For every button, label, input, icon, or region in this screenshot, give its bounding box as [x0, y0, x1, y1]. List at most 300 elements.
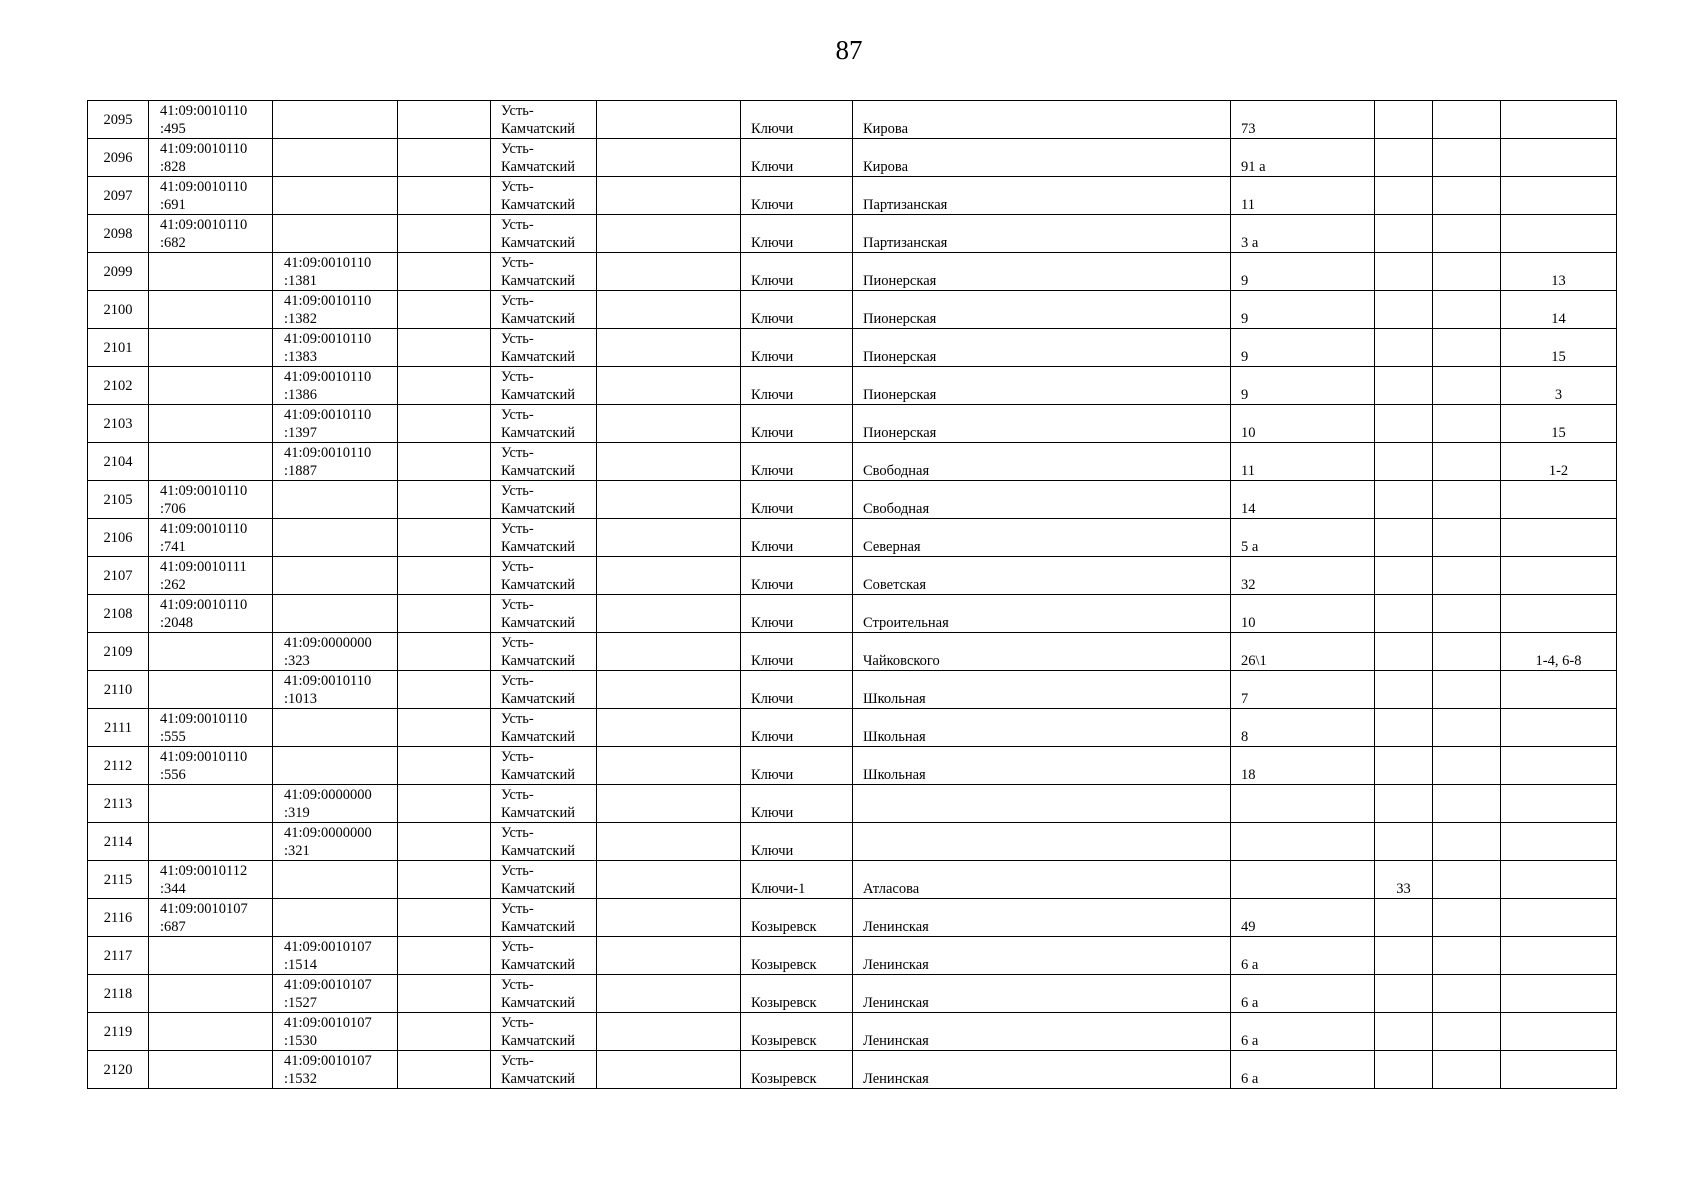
district-line1: Усть- — [501, 521, 534, 537]
locality-cell: Козыревск — [741, 1013, 853, 1051]
apartment-number-cell — [1501, 139, 1617, 177]
empty-cell — [597, 101, 741, 139]
house-number-cell: 18 — [1231, 747, 1375, 785]
empty-cell — [597, 823, 741, 861]
empty-cell — [1433, 937, 1501, 975]
locality-cell: Ключи — [741, 329, 853, 367]
building-number-cell — [1375, 937, 1433, 975]
building-number-cell — [1375, 899, 1433, 937]
table-row — [88, 747, 1617, 785]
premises-cadastral-number-cell — [273, 671, 398, 709]
premises-cadastral-number-cell — [273, 519, 398, 557]
house-number-cell: 6 а — [1231, 1013, 1375, 1051]
district-line2: Камчатский — [501, 767, 575, 783]
premises-cadastral-number-part2: :319 — [284, 805, 310, 821]
cadastral-number-part2: :691 — [160, 197, 186, 213]
apartment-number-cell: 14 — [1501, 291, 1617, 329]
district-line1: Усть- — [501, 749, 534, 765]
row-number: 2099 — [88, 253, 149, 291]
district-cell — [491, 633, 597, 671]
empty-cell — [597, 671, 741, 709]
district-cell — [491, 709, 597, 747]
apartment-number-cell — [1501, 1013, 1617, 1051]
cadastral-number-part2: :556 — [160, 767, 186, 783]
empty-cell — [398, 861, 491, 899]
street-cell: Свободная — [853, 443, 1231, 481]
street-cell: Ленинская — [853, 1013, 1231, 1051]
cadastral-number-part2: :828 — [160, 159, 186, 175]
table-row — [88, 595, 1617, 633]
empty-cell — [398, 367, 491, 405]
building-number-cell — [1375, 443, 1433, 481]
house-number-cell: 9 — [1231, 367, 1375, 405]
row-number: 2119 — [88, 1013, 149, 1051]
empty-cell — [1433, 1013, 1501, 1051]
premises-cadastral-number-cell — [273, 291, 398, 329]
empty-cell — [398, 329, 491, 367]
district-line2: Камчатский — [501, 843, 575, 859]
cadastral-number-part2: :682 — [160, 235, 186, 251]
district-line1: Усть- — [501, 293, 534, 309]
house-number-cell: 6 а — [1231, 937, 1375, 975]
district-line1: Усть- — [501, 483, 534, 499]
empty-cell — [398, 937, 491, 975]
table-row — [88, 861, 1617, 899]
district-cell — [491, 1013, 597, 1051]
apartment-number-cell: 15 — [1501, 329, 1617, 367]
house-number-cell: 3 а — [1231, 215, 1375, 253]
district-cell — [491, 1051, 597, 1089]
premises-cadastral-number-cell — [273, 899, 398, 937]
locality-cell: Ключи — [741, 253, 853, 291]
street-cell: Пионерская — [853, 367, 1231, 405]
premises-cadastral-number-part1: 41:09:0010107 — [284, 939, 372, 955]
premises-cadastral-number-cell — [273, 823, 398, 861]
row-number: 2112 — [88, 747, 149, 785]
district-line2: Камчатский — [501, 463, 575, 479]
street-cell: Северная — [853, 519, 1231, 557]
empty-cell — [597, 899, 741, 937]
house-number-cell: 8 — [1231, 709, 1375, 747]
table-row — [88, 1013, 1617, 1051]
cadastral-number-cell — [149, 633, 273, 671]
cadastral-number-part1: 41:09:0010110 — [160, 483, 248, 499]
empty-cell — [398, 747, 491, 785]
row-number: 2115 — [88, 861, 149, 899]
cadastral-number-cell — [149, 215, 273, 253]
cadastral-number-part1: 41:09:0010110 — [160, 103, 248, 119]
empty-cell — [597, 139, 741, 177]
district-line1: Усть- — [501, 597, 534, 613]
district-cell — [491, 595, 597, 633]
district-line2: Камчатский — [501, 1033, 575, 1049]
district-line2: Камчатский — [501, 273, 575, 289]
locality-cell: Козыревск — [741, 937, 853, 975]
premises-cadastral-number-part2: :1527 — [284, 995, 318, 1011]
empty-cell — [597, 291, 741, 329]
district-cell — [491, 253, 597, 291]
apartment-number-cell — [1501, 937, 1617, 975]
district-line1: Усть- — [501, 103, 534, 119]
street-cell: Партизанская — [853, 177, 1231, 215]
apartment-number-cell — [1501, 823, 1617, 861]
street-cell: Ленинская — [853, 937, 1231, 975]
building-number-cell — [1375, 747, 1433, 785]
district-line2: Камчатский — [501, 539, 575, 555]
street-cell: Советская — [853, 557, 1231, 595]
empty-cell — [1433, 785, 1501, 823]
district-line2: Камчатский — [501, 653, 575, 669]
premises-cadastral-number-part1: 41:09:0010110 — [284, 445, 372, 461]
row-number: 2110 — [88, 671, 149, 709]
empty-cell — [1433, 481, 1501, 519]
apartment-number-cell — [1501, 481, 1617, 519]
district-line2: Камчатский — [501, 387, 575, 403]
table-row — [88, 557, 1617, 595]
cadastral-number-cell — [149, 823, 273, 861]
cadastral-number-cell — [149, 747, 273, 785]
premises-cadastral-number-part2: :1530 — [284, 1033, 318, 1049]
premises-cadastral-number-cell — [273, 443, 398, 481]
district-line1: Усть- — [501, 825, 534, 841]
locality-cell: Ключи-1 — [741, 861, 853, 899]
empty-cell — [398, 823, 491, 861]
cadastral-number-part2: :706 — [160, 501, 186, 517]
empty-cell — [398, 1013, 491, 1051]
cadastral-number-cell — [149, 671, 273, 709]
street-cell: Свободная — [853, 481, 1231, 519]
empty-cell — [398, 253, 491, 291]
district-cell — [491, 177, 597, 215]
apartment-number-cell — [1501, 101, 1617, 139]
district-cell — [491, 139, 597, 177]
table-row — [88, 785, 1617, 823]
locality-cell: Ключи — [741, 557, 853, 595]
empty-cell — [1433, 861, 1501, 899]
empty-cell — [398, 101, 491, 139]
apartment-number-cell — [1501, 899, 1617, 937]
cadastral-number-cell — [149, 177, 273, 215]
premises-cadastral-number-part2: :1514 — [284, 957, 318, 973]
premises-cadastral-number-cell — [273, 861, 398, 899]
empty-cell — [597, 1051, 741, 1089]
house-number-cell: 9 — [1231, 253, 1375, 291]
house-number-cell: 73 — [1231, 101, 1375, 139]
premises-cadastral-number-cell — [273, 785, 398, 823]
table-row — [88, 671, 1617, 709]
cadastral-number-cell — [149, 595, 273, 633]
premises-cadastral-number-part2: :1382 — [284, 311, 318, 327]
empty-cell — [398, 633, 491, 671]
premises-cadastral-number-part2: :321 — [284, 843, 310, 859]
district-line2: Камчатский — [501, 957, 575, 973]
district-cell — [491, 329, 597, 367]
house-number-cell: 10 — [1231, 405, 1375, 443]
cadastral-number-part1: 41:09:0010107 — [160, 901, 248, 917]
empty-cell — [398, 975, 491, 1013]
empty-cell — [1433, 215, 1501, 253]
premises-cadastral-number-cell — [273, 633, 398, 671]
locality-cell: Ключи — [741, 177, 853, 215]
empty-cell — [597, 709, 741, 747]
empty-cell — [1433, 139, 1501, 177]
table-row — [88, 177, 1617, 215]
apartment-number-cell: 13 — [1501, 253, 1617, 291]
street-cell: Школьная — [853, 709, 1231, 747]
premises-cadastral-number-part1: 41:09:0010110 — [284, 407, 372, 423]
district-line2: Камчатский — [501, 805, 575, 821]
cadastral-number-part2: :555 — [160, 729, 186, 745]
empty-cell — [398, 139, 491, 177]
row-number: 2100 — [88, 291, 149, 329]
apartment-number-cell — [1501, 595, 1617, 633]
house-number-cell: 7 — [1231, 671, 1375, 709]
empty-cell — [1433, 519, 1501, 557]
cadastral-number-cell — [149, 937, 273, 975]
empty-cell — [1433, 101, 1501, 139]
locality-cell: Ключи — [741, 709, 853, 747]
empty-cell — [1433, 709, 1501, 747]
district-line1: Усть- — [501, 331, 534, 347]
premises-cadastral-number-part1: 41:09:0000000 — [284, 825, 372, 841]
house-number-cell — [1231, 861, 1375, 899]
street-cell — [853, 785, 1231, 823]
district-line1: Усть- — [501, 1053, 534, 1069]
premises-cadastral-number-part2: :1013 — [284, 691, 318, 707]
cadastral-number-cell — [149, 405, 273, 443]
row-number: 2097 — [88, 177, 149, 215]
row-number: 2096 — [88, 139, 149, 177]
cadastral-number-part2: :2048 — [160, 615, 194, 631]
locality-cell: Ключи — [741, 367, 853, 405]
district-cell — [491, 367, 597, 405]
locality-cell: Ключи — [741, 595, 853, 633]
house-number-cell: 11 — [1231, 443, 1375, 481]
district-line1: Усть- — [501, 635, 534, 651]
house-number-cell — [1231, 823, 1375, 861]
row-number: 2114 — [88, 823, 149, 861]
district-line1: Усть- — [501, 1015, 534, 1031]
apartment-number-cell — [1501, 709, 1617, 747]
street-cell: Строительная — [853, 595, 1231, 633]
empty-cell — [597, 329, 741, 367]
district-cell — [491, 101, 597, 139]
empty-cell — [597, 937, 741, 975]
street-cell: Пионерская — [853, 405, 1231, 443]
locality-cell: Ключи — [741, 443, 853, 481]
district-line1: Усть- — [501, 179, 534, 195]
street-cell: Атласова — [853, 861, 1231, 899]
page-number: 87 — [835, 35, 863, 65]
premises-cadastral-number-part1: 41:09:0010110 — [284, 369, 372, 385]
table-body — [88, 101, 1617, 1089]
building-number-cell — [1375, 405, 1433, 443]
table-row — [88, 899, 1617, 937]
building-number-cell — [1375, 1051, 1433, 1089]
apartment-number-cell: 1-4, 6-8 — [1501, 633, 1617, 671]
table-row — [88, 443, 1617, 481]
empty-cell — [597, 595, 741, 633]
premises-cadastral-number-part2: :1397 — [284, 425, 318, 441]
district-cell — [491, 405, 597, 443]
empty-cell — [398, 405, 491, 443]
house-number-cell: 26\1 — [1231, 633, 1375, 671]
empty-cell — [597, 861, 741, 899]
premises-cadastral-number-part2: :1383 — [284, 349, 318, 365]
cadastral-number-part1: 41:09:0010110 — [160, 597, 248, 613]
locality-cell: Ключи — [741, 481, 853, 519]
premises-cadastral-number-cell — [273, 709, 398, 747]
district-cell — [491, 937, 597, 975]
building-number-cell — [1375, 823, 1433, 861]
empty-cell — [398, 595, 491, 633]
cadastral-number-cell — [149, 101, 273, 139]
empty-cell — [1433, 291, 1501, 329]
cadastral-number-part2: :687 — [160, 919, 186, 935]
street-cell: Чайковского — [853, 633, 1231, 671]
cadastral-number-part2: :741 — [160, 539, 186, 555]
empty-cell — [597, 975, 741, 1013]
address-registry-table — [87, 100, 1617, 1089]
building-number-cell — [1375, 785, 1433, 823]
street-cell: Кирова — [853, 101, 1231, 139]
apartment-number-cell — [1501, 975, 1617, 1013]
premises-cadastral-number-cell — [273, 253, 398, 291]
premises-cadastral-number-cell — [273, 747, 398, 785]
locality-cell: Ключи — [741, 101, 853, 139]
district-line2: Камчатский — [501, 691, 575, 707]
district-line2: Камчатский — [501, 121, 575, 137]
apartment-number-cell — [1501, 215, 1617, 253]
premises-cadastral-number-cell — [273, 101, 398, 139]
district-cell — [491, 291, 597, 329]
house-number-cell: 5 а — [1231, 519, 1375, 557]
cadastral-number-cell — [149, 709, 273, 747]
empty-cell — [398, 291, 491, 329]
premises-cadastral-number-cell — [273, 215, 398, 253]
row-number: 2118 — [88, 975, 149, 1013]
house-number-cell: 91 а — [1231, 139, 1375, 177]
street-cell: Партизанская — [853, 215, 1231, 253]
locality-cell: Ключи — [741, 139, 853, 177]
locality-cell: Ключи — [741, 291, 853, 329]
empty-cell — [1433, 671, 1501, 709]
district-cell — [491, 671, 597, 709]
house-number-cell: 49 — [1231, 899, 1375, 937]
empty-cell — [597, 215, 741, 253]
street-cell: Пионерская — [853, 329, 1231, 367]
premises-cadastral-number-part2: :1381 — [284, 273, 318, 289]
street-cell: Пионерская — [853, 253, 1231, 291]
street-cell: Ленинская — [853, 975, 1231, 1013]
row-number: 2098 — [88, 215, 149, 253]
apartment-number-cell — [1501, 861, 1617, 899]
locality-cell: Ключи — [741, 747, 853, 785]
empty-cell — [1433, 975, 1501, 1013]
district-line2: Камчатский — [501, 577, 575, 593]
cadastral-number-cell — [149, 861, 273, 899]
empty-cell — [597, 785, 741, 823]
district-line2: Камчатский — [501, 881, 575, 897]
premises-cadastral-number-cell — [273, 557, 398, 595]
cadastral-number-cell — [149, 899, 273, 937]
apartment-number-cell — [1501, 785, 1617, 823]
empty-cell — [597, 747, 741, 785]
cadastral-number-part1: 41:09:0010110 — [160, 749, 248, 765]
table-row — [88, 823, 1617, 861]
district-line1: Усть- — [501, 711, 534, 727]
cadastral-number-cell — [149, 1051, 273, 1089]
cadastral-number-part1: 41:09:0010110 — [160, 179, 248, 195]
building-number-cell: 33 — [1375, 861, 1433, 899]
table-row — [88, 633, 1617, 671]
table-row — [88, 937, 1617, 975]
house-number-cell: 14 — [1231, 481, 1375, 519]
empty-cell — [597, 443, 741, 481]
empty-cell — [597, 367, 741, 405]
building-number-cell — [1375, 633, 1433, 671]
street-cell: Кирова — [853, 139, 1231, 177]
empty-cell — [398, 177, 491, 215]
building-number-cell — [1375, 519, 1433, 557]
empty-cell — [597, 481, 741, 519]
district-line1: Усть- — [501, 369, 534, 385]
table-row — [88, 329, 1617, 367]
empty-cell — [398, 443, 491, 481]
apartment-number-cell: 1-2 — [1501, 443, 1617, 481]
table-row — [88, 405, 1617, 443]
district-line1: Усть- — [501, 445, 534, 461]
premises-cadastral-number-part2: :1386 — [284, 387, 318, 403]
building-number-cell — [1375, 709, 1433, 747]
cadastral-number-cell — [149, 975, 273, 1013]
empty-cell — [1433, 329, 1501, 367]
cadastral-number-cell — [149, 443, 273, 481]
cadastral-number-part1: 41:09:0010110 — [160, 521, 248, 537]
house-number-cell: 6 а — [1231, 1051, 1375, 1089]
empty-cell — [1433, 1051, 1501, 1089]
building-number-cell — [1375, 139, 1433, 177]
building-number-cell — [1375, 481, 1433, 519]
cadastral-number-part1: 41:09:0010110 — [160, 217, 248, 233]
row-number: 2111 — [88, 709, 149, 747]
empty-cell — [398, 215, 491, 253]
empty-cell — [597, 557, 741, 595]
building-number-cell — [1375, 557, 1433, 595]
empty-cell — [597, 405, 741, 443]
table-row — [88, 975, 1617, 1013]
cadastral-number-part1: 41:09:0010112 — [160, 863, 248, 879]
row-number: 2108 — [88, 595, 149, 633]
premises-cadastral-number-part2: :1532 — [284, 1071, 318, 1087]
district-line1: Усть- — [501, 255, 534, 271]
premises-cadastral-number-part2: :1887 — [284, 463, 318, 479]
district-line1: Усть- — [501, 559, 534, 575]
apartment-number-cell — [1501, 177, 1617, 215]
table-row — [88, 1051, 1617, 1089]
building-number-cell — [1375, 367, 1433, 405]
house-number-cell: 6 а — [1231, 975, 1375, 1013]
building-number-cell — [1375, 291, 1433, 329]
street-cell: Пионерская — [853, 291, 1231, 329]
empty-cell — [398, 1051, 491, 1089]
street-cell: Школьная — [853, 671, 1231, 709]
district-line1: Усть- — [501, 863, 534, 879]
cadastral-number-part1: 41:09:0010110 — [160, 711, 248, 727]
district-line2: Камчатский — [501, 501, 575, 517]
house-number-cell: 9 — [1231, 291, 1375, 329]
district-line1: Усть- — [501, 787, 534, 803]
